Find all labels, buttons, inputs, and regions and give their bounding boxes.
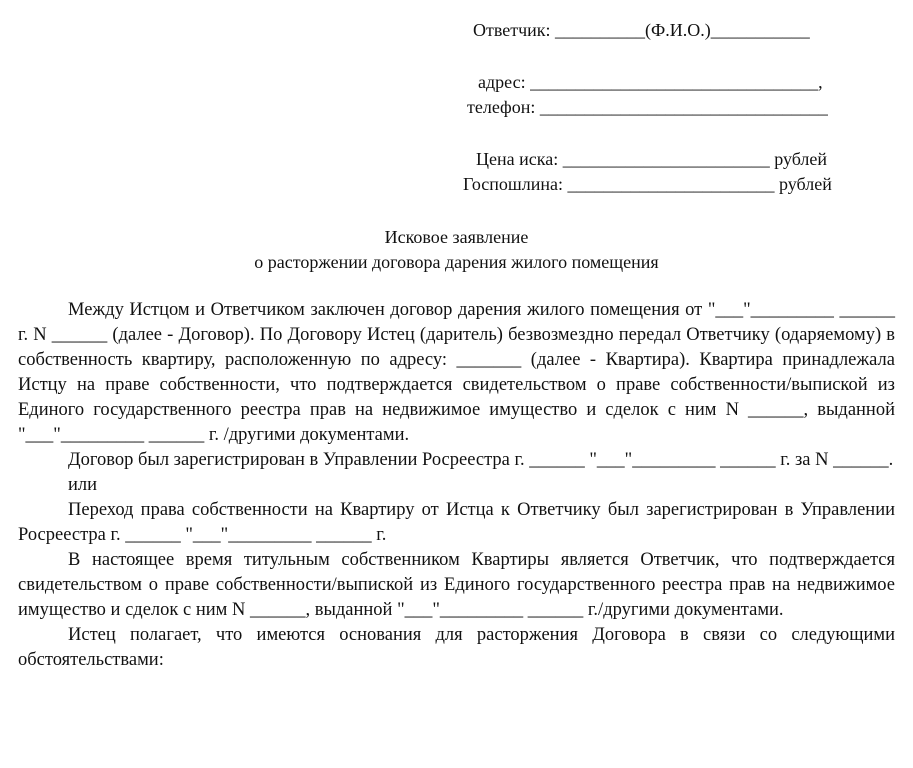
state-fee-line: Госпошлина: _______________________ рублей [463,174,832,194]
paragraph-transfer: Переход права собственности на Квартиру от Истца к Ответчику был зарегистрирован в Управлении Росреестра г. ______ "___"_________ ______ г. [18,500,895,545]
paragraph-current-owner: В настоящее время титульным собственником Квартиры является Ответчик, что подтверждается свидетельством о праве собственности/выпиской из Единого государственного реестра прав на недвижимое имущество и сделок с ним N ______, выданной "___"_________ ______ г./другими документами. [18,550,895,620]
document-subtitle: о расторжении договора дарения жилого помещения [254,252,659,272]
claim-price-line: Цена иска: _______________________ рублей [476,149,828,169]
phone-line: телефон: ________________________________ [467,97,828,117]
respondent-line: Ответчик: __________(Ф.И.О.)___________ [473,20,810,40]
paragraph-or: или [68,475,98,495]
paragraph-grounds: Истец полагает, что имеются основания для расторжения Договора в связи со следующими обстоятельствами: [18,625,895,670]
paragraph-contract: Между Истцом и Ответчиком заключен договор дарения жилого помещения от "___"_________ ______ г. N ______ (далее - Договор). По Договору Истец (даритель) безвозмездно передал Ответчику (одаряемому) в собственность квартиру, расположенную по адресу: _______ (далее - Квартира). Квартира принадлежала Истцу на праве собственности, что подтверждается свидетельством о праве собственности/выпиской из Единого государственного реестра прав на недвижимое имущество и сделок с ним N ______, выданной "___"_________ ______ г. /другими документами. [18,300,895,445]
document-title: Исковое заявление [384,227,529,247]
address-line: адрес: ________________________________, [478,72,823,92]
document-body [18,298,895,673]
paragraph-registration: Договор был зарегистрирован в Управлении Росреестра г. ______ "___"_________ ______ г. за N ______. [68,450,894,470]
